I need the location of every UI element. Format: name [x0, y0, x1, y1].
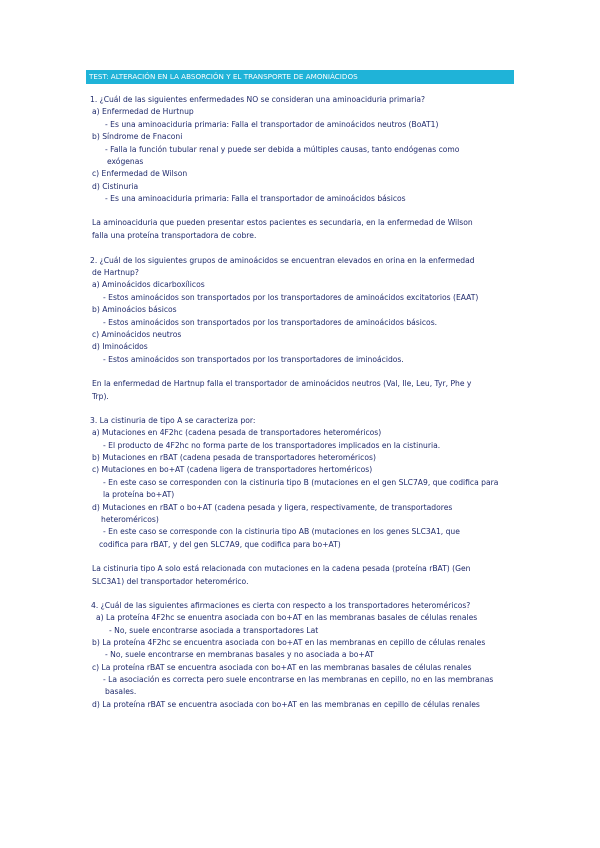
question-2-explanation-b: - Estos aminoácidos son transportados por los transportadores de aminoácidos básicos.	[103, 318, 438, 327]
question-3-option-c: c) Mutaciones en bo+AT (cadena ligera de transportadores hertoméricos)	[92, 465, 373, 474]
question-2-answer: En la enfermedad de Hartnup falla el transportador de aminoácidos neutros (Val, Ile, Leu, Tyr, Phe y	[92, 379, 472, 388]
question-2-option-d: d) Iminoácidos	[92, 342, 148, 351]
question-2-answer-cont: Trp).	[92, 392, 109, 401]
question-3-explanation-c-cont: la proteína bo+AT)	[103, 490, 175, 499]
question-1-answer-cont: falla una proteína transportadora de cobre.	[92, 231, 257, 240]
question-4-option-a: a) La proteína 4F2hc se enuentra asociada con bo+AT en las membranas basales de células renales	[96, 613, 478, 622]
question-3-option-d: d) Mutaciones en rBAT o bo+AT (cadena pesada y ligera, respectivamente, de transportadores	[92, 503, 453, 512]
question-4-title: 4. ¿Cuál de las siguientes afirmaciones es cierta con respecto a los transportadores heteroméricos?	[91, 601, 471, 610]
question-1-title: 1. ¿Cuál de las siguientes enfermedades NO se consideran una aminoaciduria primaria?	[90, 95, 426, 104]
question-4-option-d: d) La proteína rBAT se encuentra asociada con bo+AT en las membranas en cepillo de células renales	[92, 700, 480, 709]
question-2-option-c: c) Aminoácidos neutros	[92, 330, 182, 339]
question-4-explanation-b: - No, suele encontrarse en membranas basales y no asociada a bo+AT	[105, 650, 375, 659]
question-1-option-a: a) Enfermedad de Hurtnup	[92, 107, 194, 116]
question-4-explanation-c-cont: basales.	[105, 687, 137, 696]
question-3-answer-cont: SLC3A1) del transportador heteromérico.	[92, 577, 249, 586]
question-4-option-b: b) La proteína 4F2hc se encuentra asociada con bo+AT en las membranas en cepillo de células renales	[92, 638, 486, 647]
question-1-explanation-a: - Es una aminoaciduria primaria: Falla el transportador de aminoácidos neutros (BoAT1)	[105, 120, 439, 129]
question-3-explanation-d: - En este caso se corresponde con la cistinuria tipo AB (mutaciones en los genes SLC3A1, que	[103, 527, 460, 536]
question-1-option-d: d) Cistinuria	[92, 182, 139, 191]
question-1-explanation-b: - Falla la función tubular renal y puede ser debida a múltiples causas, tanto endógenas como	[105, 145, 460, 154]
question-3-explanation-c: - En este caso se corresponden con la cistinuria tipo B (mutaciones en el gen SLC7A9, que codifica para	[103, 478, 499, 487]
question-3-answer: La cistinuria tipo A solo está relacionada con mutaciones en la cadena pesada (proteína rBAT) (Gen	[92, 564, 471, 573]
question-2-title-cont: de Hartnup?	[92, 268, 139, 277]
question-1-answer: La aminoaciduria que pueden presentar estos pacientes es secundaria, en la enfermedad de Wilson	[92, 218, 473, 227]
question-2-explanation-a: - Estos aminoácidos son transportados por los transportadores de aminoácidos excitatorios (EAAT)	[103, 293, 479, 302]
question-4-explanation-c: - La asociación es correcta pero suele encontrarse en las membranas en cepillo, no en las membranas	[103, 675, 494, 684]
question-1-explanation-b-cont: exógenas	[107, 157, 144, 166]
question-4-explanation-a: - No, suele encontrarse asociada a transportadores Lat	[109, 626, 319, 635]
question-3-explanation-d-cont: codifica para rBAT, y del gen SLC7A9, que codifica para bo+AT)	[99, 540, 341, 549]
question-3-explanation-a: - El producto de 4F2hc no forma parte de los transportadores implicados en la cistinuria.	[103, 441, 441, 450]
question-1-option-c: c) Enfermedad de Wilson	[92, 169, 188, 178]
question-1-option-b: b) Síndrome de Fnaconi	[92, 132, 183, 141]
question-2-option-a: a) Aminoácidos dicarboxílicos	[92, 280, 205, 289]
document-title-banner: TEST: ALTERACIÓN EN LA ABSORCIÓN Y EL TRANSPORTE DE AMONIÁCIDOS	[86, 70, 514, 84]
question-1-explanation-d: - Es una aminoaciduria primaria: Falla el transportador de aminoácidos básicos	[105, 194, 406, 203]
question-4-option-c: c) La proteína rBAT se encuentra asociada con bo+AT en las membranas basales de células renales	[92, 663, 472, 672]
question-3-option-b: b) Mutaciones en rBAT (cadena pesada de transportadores heteroméricos)	[92, 453, 376, 462]
question-2-option-b: b) Aminoácios básicos	[92, 305, 177, 314]
question-3-option-a: a) Mutaciones en 4F2hc (cadena pesada de transportadores heteroméricos)	[92, 428, 382, 437]
question-3-title: 3. La cistinuria de tipo A se caracteriza por:	[90, 416, 256, 425]
question-3-option-d-cont: heteroméricos)	[101, 515, 159, 524]
question-2-explanation-d: - Estos aminoácidos son transportados por los transportadores de iminoácidos.	[103, 355, 404, 364]
question-2-title: 2. ¿Cuál de los siguientes grupos de aminoácidos se encuentran elevados en orina en la enfermedad	[90, 256, 475, 265]
